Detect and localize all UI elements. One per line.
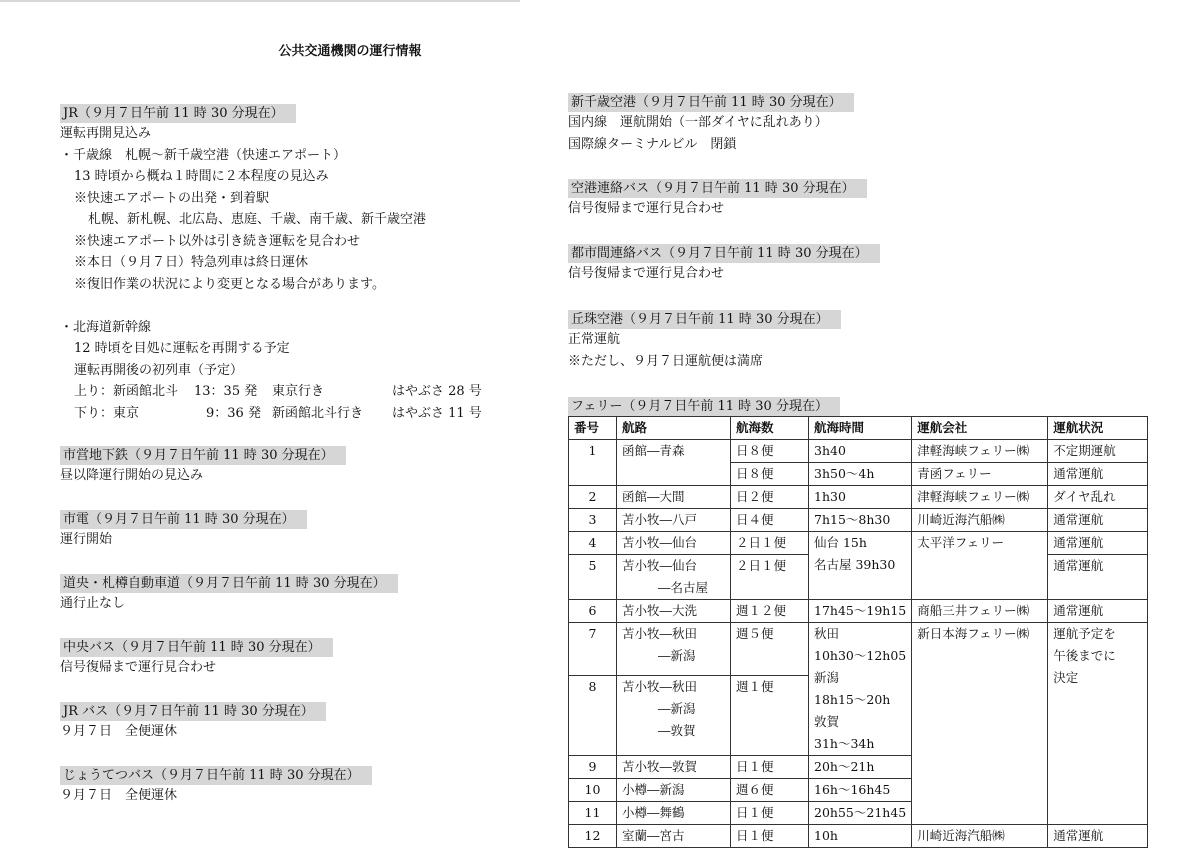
text-line: ※本日（９月７日）特急列車は終日運休 bbox=[74, 255, 309, 270]
row-number: 2 bbox=[569, 486, 617, 509]
route-cell: 室蘭―宮古 bbox=[617, 825, 731, 848]
column-header: 航海数 bbox=[731, 417, 809, 440]
count-cell: 日１便 bbox=[731, 802, 809, 825]
row-number: 8 bbox=[569, 676, 617, 756]
company-cell: 津軽海峡フェリー㈱ bbox=[912, 440, 1048, 463]
row-number: 4 bbox=[569, 532, 617, 555]
route-cell: 函館―青森 bbox=[617, 440, 731, 486]
text-line: ※快速エアポート以外は引き続き運転を見合わせ bbox=[74, 233, 361, 249]
route-cell: 函館―大間 bbox=[617, 486, 731, 509]
route-cell: 苫小牧―仙台 ―名古屋 bbox=[617, 555, 731, 600]
text-line: ※快速エアポートの出発・到着駅 bbox=[74, 190, 270, 206]
time-cell: 秋田 10h30～12h05 新潟 18h15～20h 敦賀 31h～34h bbox=[809, 623, 912, 756]
count-cell: 週５便 bbox=[731, 623, 809, 676]
time-cell: 仙台 15h 名古屋 39h30 bbox=[809, 532, 912, 600]
company-cell: 商船三井フェリー㈱ bbox=[912, 600, 1048, 623]
time-cell: 20h～21h bbox=[809, 756, 912, 779]
company-cell: 津軽海峡フェリー㈱ bbox=[912, 486, 1048, 509]
table-header-row bbox=[569, 417, 1148, 440]
section-heading: 空港連絡バス（９月７日午前 11 時 30 分現在） bbox=[568, 179, 867, 198]
text-line: ・北海道新幹線 bbox=[60, 319, 152, 335]
section-heading: 丘珠空港（９月７日午前 11 時 30 分現在） bbox=[568, 310, 841, 329]
okadama-airport-section bbox=[568, 310, 841, 372]
count-cell: 日２便 bbox=[731, 486, 809, 509]
text-line: 正常運航 bbox=[568, 332, 621, 347]
text-line: 12 時頃を目処に運転を再開する予定 bbox=[74, 341, 290, 356]
table-row bbox=[569, 486, 1148, 509]
new-chitose-airport-section bbox=[568, 93, 854, 155]
page-title: 公共交通機関の運行情報 bbox=[278, 44, 422, 59]
route-cell: 苫小牧―敦賀 bbox=[617, 756, 731, 779]
section-heading: 道央・札樽自動車道（９月７日午前 11 時 30 分現在） bbox=[60, 574, 398, 593]
jr-bus-section bbox=[60, 702, 326, 743]
time-cell: 20h55～21h45 bbox=[809, 802, 912, 825]
expressway-section bbox=[60, 574, 398, 615]
ferry-section bbox=[568, 397, 840, 416]
text-line: ・千歳線 札幌～新千歳空港（快速エアポート） bbox=[60, 147, 347, 163]
text-line: ９月７日 全便運休 bbox=[60, 724, 178, 739]
row-number: 9 bbox=[569, 756, 617, 779]
text-line: 信号復帰まで運行見合わせ bbox=[60, 660, 217, 675]
ferry-table bbox=[568, 416, 1148, 848]
section-heading: JR（９月７日午前 11 時 30 分現在） bbox=[60, 104, 296, 123]
time-cell: 7h15～8h30 bbox=[809, 509, 912, 532]
status-cell: 運航予定を 午後までに 決定 bbox=[1048, 623, 1148, 825]
text-line: 信号復帰まで運行見合わせ bbox=[568, 201, 725, 216]
count-cell: 日４便 bbox=[731, 509, 809, 532]
time-cell: 17h45～19h15 bbox=[809, 600, 912, 623]
count-cell: 日１便 bbox=[731, 825, 809, 848]
route-cell: 苫小牧―秋田 ―新潟 bbox=[617, 623, 731, 676]
text-line: ※ただし、９月７日運航便は満席 bbox=[568, 353, 764, 369]
text-line: 札幌、新札幌、北広島、恵庭、千歳、南千歳、新千歳空港 bbox=[88, 212, 427, 227]
row-number: 10 bbox=[569, 779, 617, 802]
route-cell: 苫小牧―八戸 bbox=[617, 509, 731, 532]
table-row bbox=[569, 509, 1148, 532]
column-header: 航海時間 bbox=[809, 417, 912, 440]
train-row: 上り：新函館北斗 13：35 発 東京行き はやぶさ 28 号 bbox=[74, 384, 482, 399]
company-cell: 川崎近海汽船㈱ bbox=[912, 825, 1048, 848]
text-line: ※復旧作業の状況により変更となる場合があります。 bbox=[74, 276, 385, 292]
route-cell: 小樽―舞鶴 bbox=[617, 802, 731, 825]
company-cell: 青函フェリー bbox=[912, 463, 1048, 486]
chuo-bus-section bbox=[60, 638, 333, 679]
status-cell: 不定期運航 bbox=[1048, 440, 1148, 463]
status-cell: ダイヤ乱れ bbox=[1048, 486, 1148, 509]
section-heading: JR バス（９月７日午前 11 時 30 分現在） bbox=[60, 702, 326, 721]
section-heading: じょうてつバス（９月７日午前 11 時 30 分現在） bbox=[60, 766, 372, 785]
jr-section bbox=[60, 104, 482, 424]
time-cell: 3h50～4h bbox=[809, 463, 912, 486]
time-cell: 10h bbox=[809, 825, 912, 848]
text-line: ９月７日 全便運休 bbox=[60, 788, 178, 803]
airport-bus-section bbox=[568, 179, 867, 220]
table-row bbox=[569, 600, 1148, 623]
intercity-bus-section bbox=[568, 244, 880, 285]
count-cell: 週１便 bbox=[731, 676, 809, 756]
jotetsu-bus-section bbox=[60, 766, 372, 807]
count-cell: 日１便 bbox=[731, 756, 809, 779]
text-line: 国際線ターミナルビル 閉鎖 bbox=[568, 136, 737, 152]
row-number: 1 bbox=[569, 440, 617, 486]
table-row bbox=[569, 532, 1148, 555]
row-number: 3 bbox=[569, 509, 617, 532]
text-line: 通行止なし bbox=[60, 596, 126, 611]
time-cell: 16h～16h45 bbox=[809, 779, 912, 802]
train-row: 下り：東京 9：36 発 新函館北斗行き はやぶさ 11 号 bbox=[74, 405, 482, 421]
count-cell: ２日１便 bbox=[731, 555, 809, 600]
text-line: 信号復帰まで運行見合わせ bbox=[568, 266, 725, 281]
table-row bbox=[569, 825, 1148, 848]
route-cell: 苫小牧―秋田 ―新潟 ―敦賀 bbox=[617, 676, 731, 756]
time-cell: 1h30 bbox=[809, 486, 912, 509]
table-row bbox=[569, 440, 1148, 463]
row-number: 6 bbox=[569, 600, 617, 623]
route-cell: 小樽―新潟 bbox=[617, 779, 731, 802]
text-line: 昼以降運行開始の見込み bbox=[60, 468, 204, 483]
row-number: 12 bbox=[569, 825, 617, 848]
section-heading: 市営地下鉄（９月７日午前 11 時 30 分現在） bbox=[60, 446, 346, 465]
time-cell: 3h40 bbox=[809, 440, 912, 463]
section-heading: 新千歳空港（９月７日午前 11 時 30 分現在） bbox=[568, 93, 854, 112]
text-line: 運転再開後の初列車（予定） bbox=[74, 362, 244, 378]
count-cell: 日８便 bbox=[731, 463, 809, 486]
count-cell: 週１２便 bbox=[731, 600, 809, 623]
status-cell: 通常運航 bbox=[1048, 509, 1148, 532]
text-line: 13 時頃から概ね１時間に２本程度の見込み bbox=[74, 169, 329, 184]
section-heading: 中央バス（９月７日午前 11 時 30 分現在） bbox=[60, 638, 333, 657]
text-line: 国内線 運航開始（一部ダイヤに乱れあり） bbox=[568, 115, 828, 130]
row-number: 7 bbox=[569, 623, 617, 676]
top-rule bbox=[0, 0, 520, 2]
count-cell: 週６便 bbox=[731, 779, 809, 802]
company-cell: 川崎近海汽船㈱ bbox=[912, 509, 1048, 532]
section-heading: フェリー（９月７日午前 11 時 30 分現在） bbox=[568, 397, 840, 416]
text-line: 運転再開見込み bbox=[60, 126, 152, 141]
column-header: 番号 bbox=[569, 417, 617, 440]
status-cell: 通常運航 bbox=[1048, 600, 1148, 623]
column-header: 航路 bbox=[617, 417, 731, 440]
status-cell: 通常運航 bbox=[1048, 825, 1148, 848]
status-cell: 通常運航 bbox=[1048, 532, 1148, 555]
status-cell: 通常運航 bbox=[1048, 463, 1148, 486]
count-cell: ２日１便 bbox=[731, 532, 809, 555]
column-header: 運航状況 bbox=[1048, 417, 1148, 440]
tram-section bbox=[60, 510, 307, 551]
status-cell: 通常運航 bbox=[1048, 555, 1148, 600]
company-cell: 太平洋フェリー bbox=[912, 532, 1048, 600]
column-header: 運航会社 bbox=[912, 417, 1048, 440]
row-number: 11 bbox=[569, 802, 617, 825]
section-heading: 市電（９月７日午前 11 時 30 分現在） bbox=[60, 510, 307, 529]
section-heading: 都市間連絡バス（９月７日午前 11 時 30 分現在） bbox=[568, 244, 880, 263]
table-row bbox=[569, 623, 1148, 676]
text-line: 運行開始 bbox=[60, 532, 113, 547]
count-cell: 日８便 bbox=[731, 440, 809, 463]
row-number: 5 bbox=[569, 555, 617, 600]
company-cell: 新日本海フェリー㈱ bbox=[912, 623, 1048, 825]
subway-section bbox=[60, 446, 346, 487]
route-cell: 苫小牧―仙台 bbox=[617, 532, 731, 555]
route-cell: 苫小牧―大洗 bbox=[617, 600, 731, 623]
